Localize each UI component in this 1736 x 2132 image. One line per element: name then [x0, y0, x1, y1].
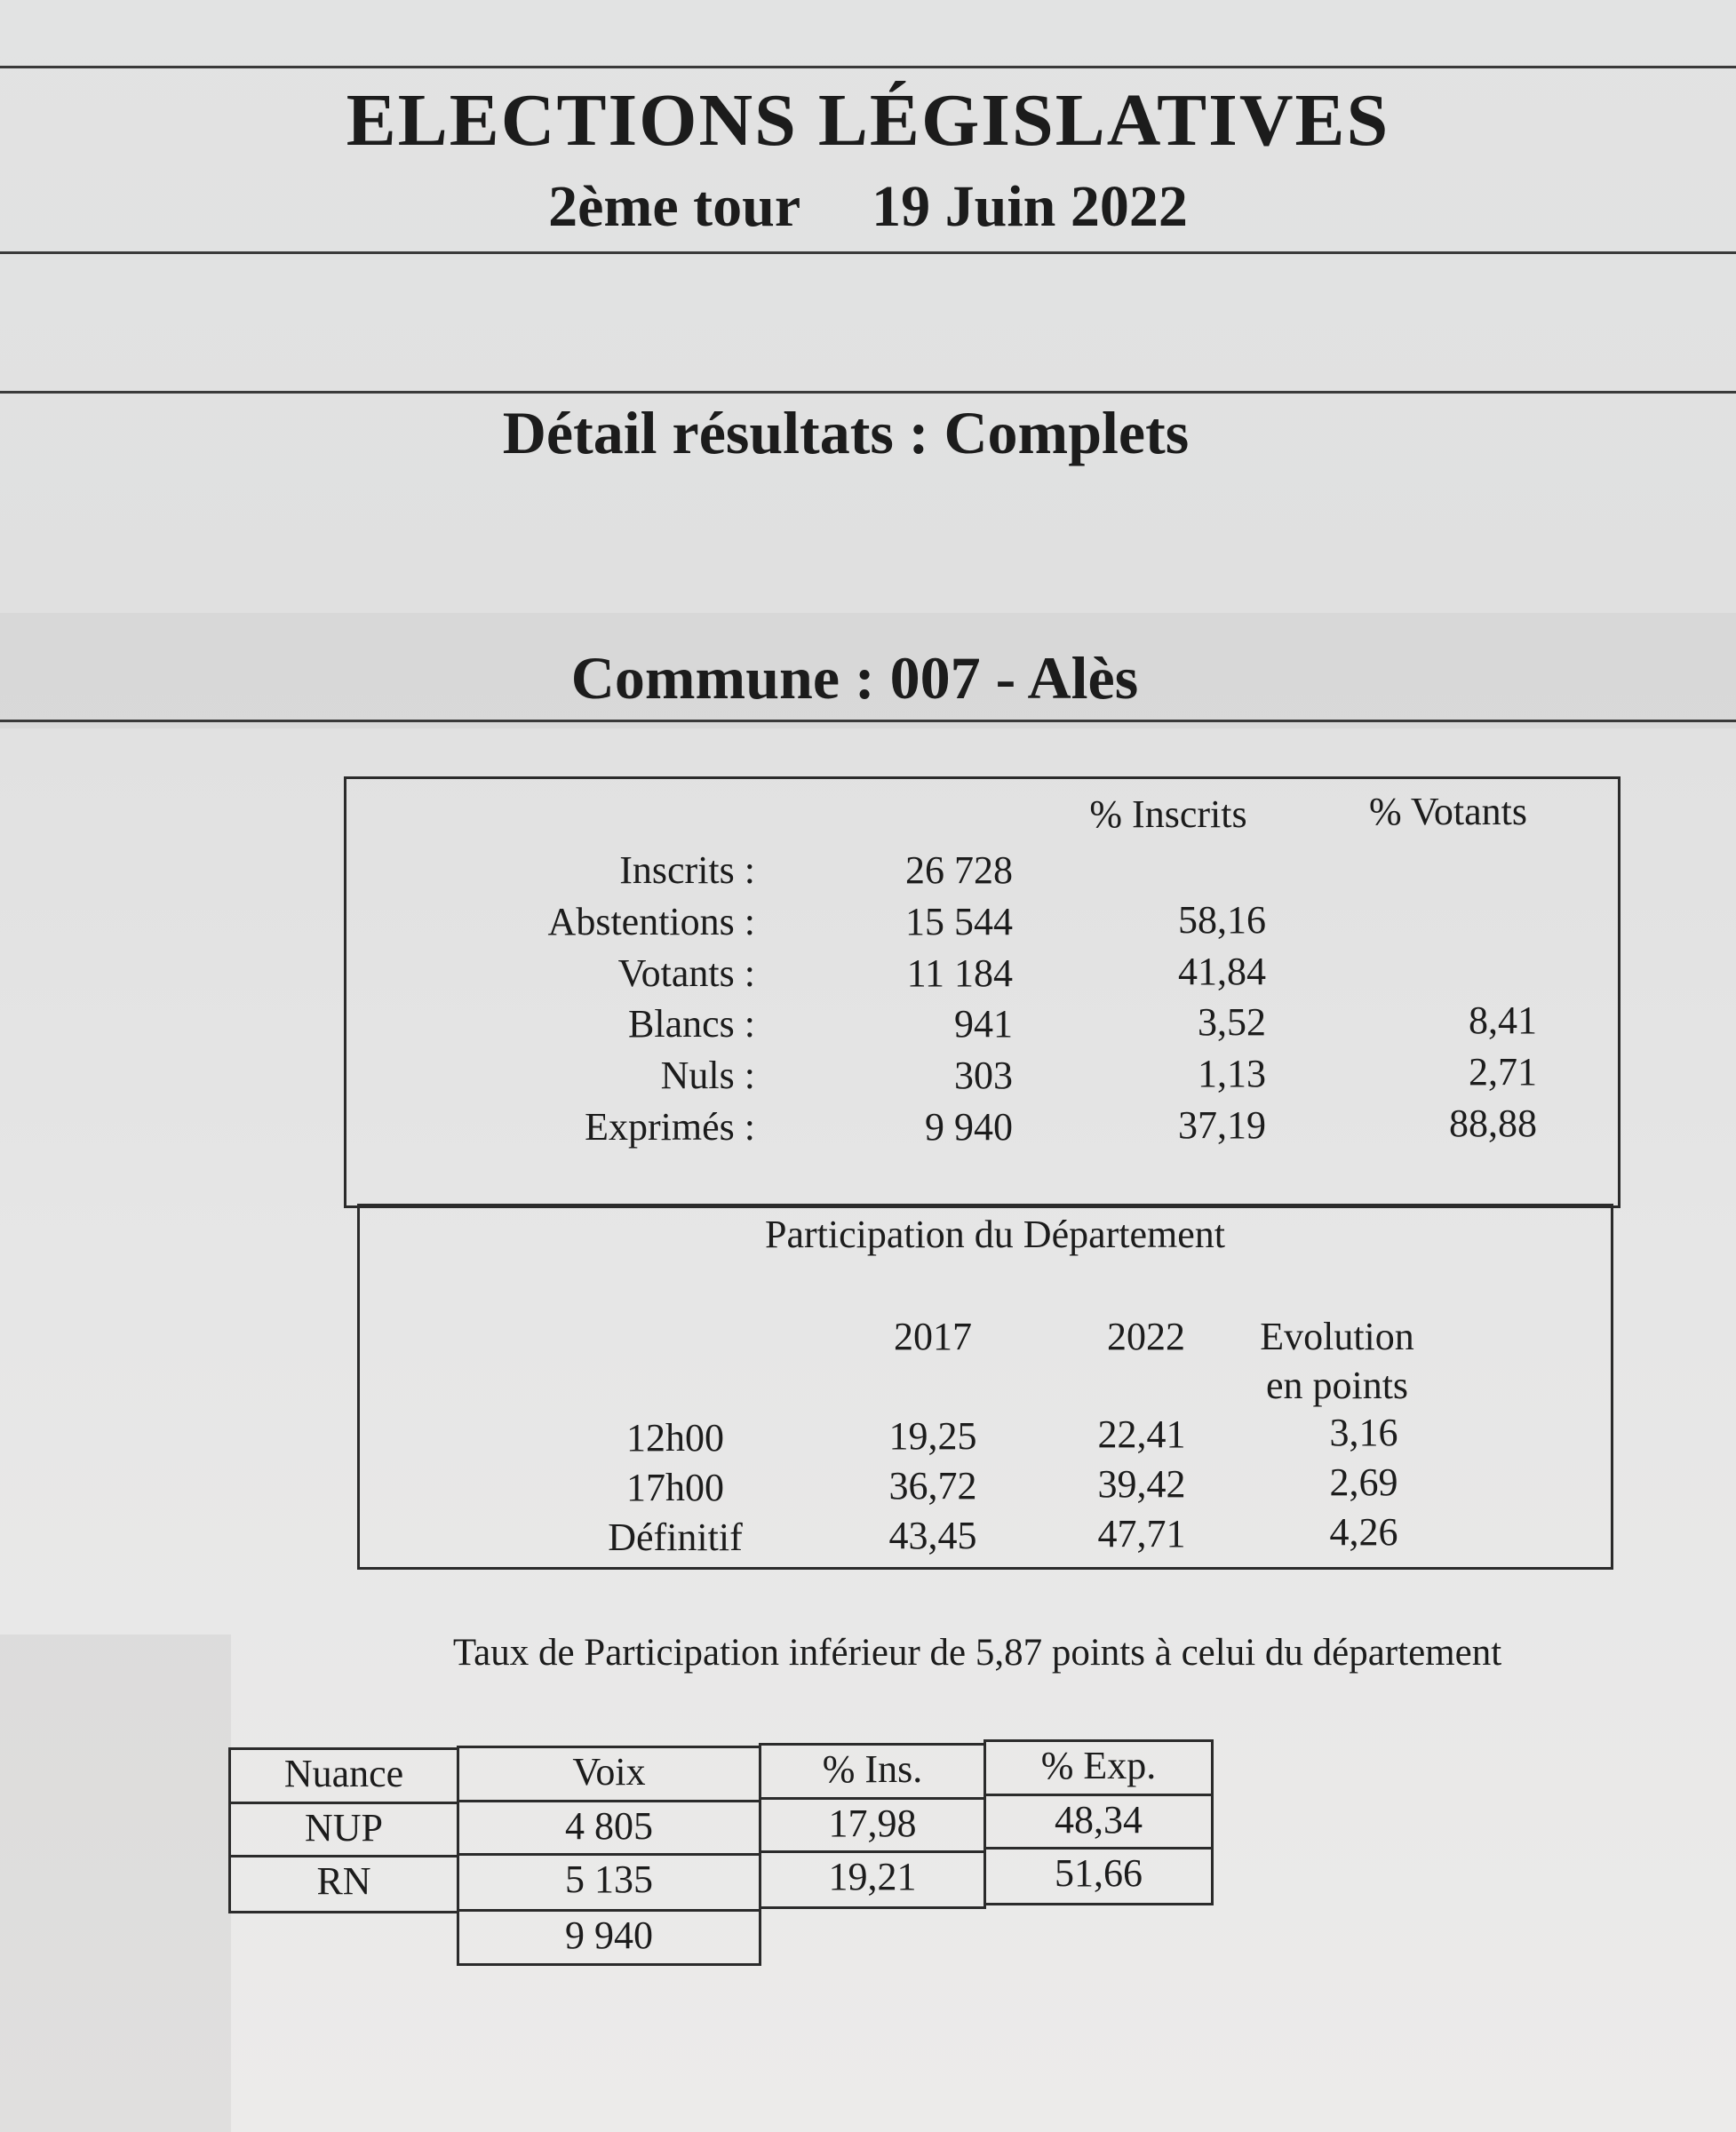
- results-value: 26 728: [905, 848, 1013, 892]
- participation-label: Définitif: [608, 1515, 743, 1559]
- results-pct-votants: 88,88: [1449, 1102, 1537, 1145]
- pct-exp-header: % Exp.: [983, 1739, 1214, 1796]
- col-header-pct-inscrits: % Inscrits: [1089, 792, 1247, 836]
- nuance-cell: RN: [228, 1855, 459, 1913]
- page-title: ELECTIONS LÉGISLATIVES: [346, 79, 1390, 162]
- results-label: Votants :: [617, 951, 755, 995]
- participation-label: 12h00: [626, 1416, 724, 1460]
- participation-label: 17h00: [626, 1466, 724, 1509]
- results-value: 15 544: [905, 900, 1013, 943]
- participation-col-evolution: Evolution: [1260, 1315, 1414, 1358]
- participation-2017: 43,45: [888, 1514, 977, 1557]
- results-value: 303: [954, 1054, 1013, 1097]
- pct-ins-header: % Ins.: [759, 1743, 986, 1800]
- voix-header: Voix: [457, 1746, 761, 1802]
- detail-heading: Détail résultats : Complets: [502, 399, 1190, 466]
- results-label: Inscrits :: [619, 848, 755, 892]
- participation-evolution: 2,69: [1329, 1460, 1398, 1504]
- tour-label: 2ème tour: [548, 174, 801, 239]
- participation-2022: 47,71: [1097, 1512, 1186, 1555]
- results-pct-inscrits: 58,16: [1178, 898, 1266, 942]
- results-label: Blancs :: [628, 1002, 755, 1046]
- results-pct-inscrits: 41,84: [1178, 950, 1266, 993]
- nuance-cell: NUP: [228, 1802, 459, 1858]
- page-shadow-left: [0, 1635, 231, 2132]
- results-pct-inscrits: 37,19: [1178, 1103, 1266, 1147]
- tour-date-line: [0, 173, 1736, 241]
- participation-evolution: 4,26: [1329, 1510, 1398, 1554]
- participation-note: Taux de Participation inférieur de 5,87 points à celui du département: [452, 1632, 1502, 1674]
- participation-evolution: 3,16: [1329, 1411, 1398, 1454]
- results-label: Nuls :: [660, 1054, 755, 1097]
- results-value: 9 940: [925, 1105, 1013, 1149]
- participation-2022: 39,42: [1097, 1462, 1186, 1506]
- voix-total-cell: 9 940: [457, 1909, 761, 1966]
- results-value: 11 184: [906, 951, 1013, 995]
- results-label: Abstentions :: [547, 900, 755, 943]
- participation-title: Participation du Département: [764, 1213, 1226, 1256]
- election-date: 19 Juin 2022: [872, 174, 1188, 239]
- participation-2017: 19,25: [888, 1414, 977, 1458]
- voix-cell: 4 805: [457, 1800, 761, 1856]
- results-value: 941: [954, 1002, 1013, 1046]
- commune-heading: Commune : 007 - Alès: [570, 644, 1139, 712]
- col-header-pct-votants: % Votants: [1368, 790, 1528, 833]
- header-rule-3: [0, 391, 1736, 394]
- results-pct-inscrits: 3,52: [1198, 1000, 1266, 1044]
- header-rule-top: [0, 66, 1736, 68]
- voix-cell: 5 135: [457, 1853, 761, 1912]
- participation-col-evolution-sub: en points: [1265, 1364, 1409, 1407]
- results-pct-inscrits: 1,13: [1198, 1052, 1266, 1095]
- pct-ins-cell: 19,21: [759, 1850, 986, 1909]
- pct-exp-cell: 48,34: [983, 1794, 1214, 1850]
- results-label: Exprimés :: [585, 1105, 755, 1149]
- header-rule-4: [0, 720, 1736, 722]
- participation-col-2017: 2017: [894, 1315, 972, 1358]
- participation-2022: 22,41: [1097, 1412, 1186, 1456]
- results-pct-votants: 2,71: [1469, 1050, 1537, 1094]
- nuance-header: Nuance: [228, 1747, 459, 1804]
- participation-2017: 36,72: [888, 1464, 977, 1508]
- pct-ins-cell: 17,98: [759, 1797, 986, 1853]
- pct-exp-cell: 51,66: [983, 1847, 1214, 1905]
- results-pct-votants: 8,41: [1469, 998, 1537, 1042]
- participation-col-2022: 2022: [1107, 1315, 1185, 1358]
- header-rule-2: [0, 251, 1736, 254]
